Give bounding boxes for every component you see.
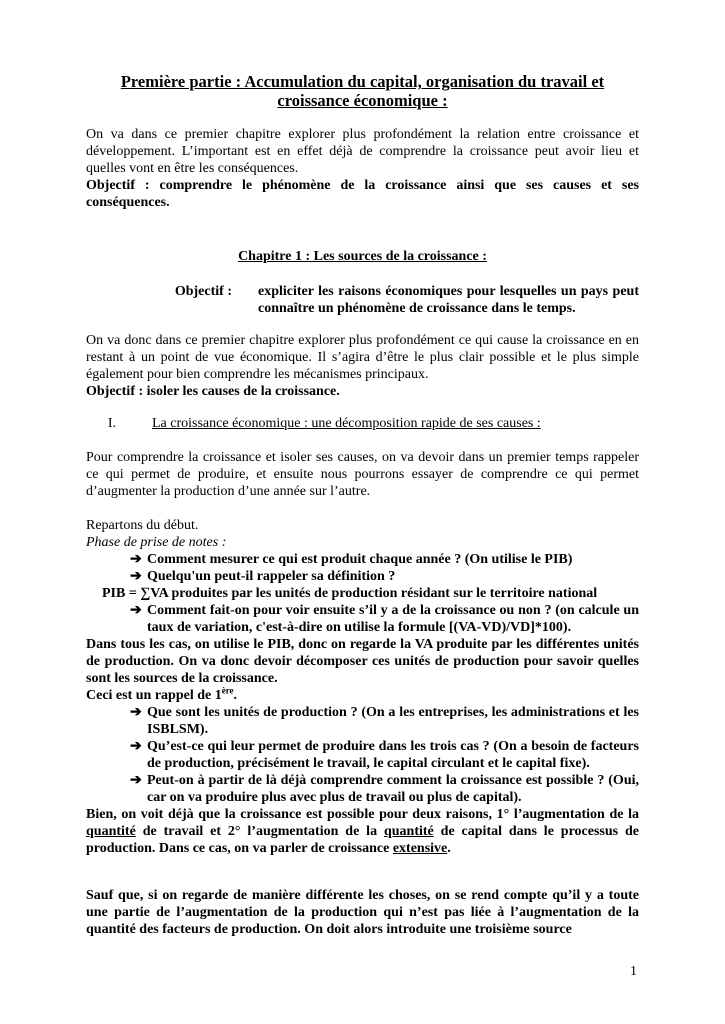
section-intro-block xyxy=(86,449,639,500)
intro-paragraph: On va dans ce premier chapitre explorer plus profondément la relation entre croissance et développement. L’important est en effet déjà de comprendre la croissance peut avoir lieu et quelles vont en être les conséquences. xyxy=(86,127,639,176)
chapter-intro-block xyxy=(86,332,639,400)
conclusion-quantite-2: quantité xyxy=(383,824,434,839)
section-number: I. xyxy=(107,416,116,431)
section-heading-block xyxy=(86,415,639,432)
conclusion-text-1: Bien, on voit déjà que la croissance est possible pour deux raisons, 1° l’augmentation de la xyxy=(86,807,639,822)
intro-block xyxy=(86,126,639,211)
arrow-right-icon: ➔ xyxy=(130,739,142,754)
section-heading xyxy=(86,415,639,432)
reminder-line xyxy=(86,687,639,704)
question-2-text: Quelqu'un peut-il rappeler sa définition ? xyxy=(147,569,396,584)
conclusion-text-3: de capital dans le processus de production. Dans ce cas, on va parler de croissance xyxy=(86,824,639,856)
conclusion-paragraph xyxy=(86,806,639,857)
conclusion-extensive: extensive xyxy=(392,841,448,856)
final-paragraph: Sauf que, si on regarde de manière différente les choses, on se rend compte qu’il y a toute une partie de l’augmentation de la production qui n’est pas liée à l’augmentation de la quantité des facteurs de production. On doit alors introduite une troisième source xyxy=(86,888,639,937)
chapter-intro-paragraph: On va donc dans ce premier chapitre explorer plus profondément ce qui cause la croissance en en restant à un point de vue économique. Il s’agira d’être le plus clair possible et le plus simple également pour bien comprendre les mécanismes principaux. xyxy=(86,333,639,382)
arrow-right-icon: ➔ xyxy=(130,569,142,584)
intro-objective: Objectif : comprendre le phénomène de la croissance ainsi que ses causes et ses conséquences. xyxy=(86,178,639,210)
section-title: La croissance économique : une décomposition rapide de ses causes : xyxy=(152,416,541,431)
question-6-text: Peut-on à partir de là déjà comprendre comment la croissance est possible ? (Oui, car on va produire plus avec plus de travail ou plus de capital). xyxy=(147,773,639,805)
final-block xyxy=(86,887,639,938)
arrow-right-icon: ➔ xyxy=(130,552,142,567)
chapter-title: Chapitre 1 : Les sources de la croissance : xyxy=(238,249,487,264)
question-4-text: Que sont les unités de production ? (On a les entreprises, les administrations et les ISBLSM). xyxy=(147,705,639,737)
arrow-right-icon: ➔ xyxy=(130,603,142,618)
question-1-text: Comment mesurer ce qui est produit chaque année ? (On utilise le PIB) xyxy=(147,552,573,567)
arrow-right-icon: ➔ xyxy=(130,773,142,788)
arrow-right-icon: ➔ xyxy=(130,705,142,720)
question-4 xyxy=(86,704,639,738)
question-2 xyxy=(86,568,639,585)
units-paragraph: Dans tous les cas, on utilise le PIB, donc on regarde la VA produite par les différentes unités de production. On va donc devoir décomposer ces unités de production pour savoir quelles sont les sources de la croissance. xyxy=(86,637,639,686)
pib-definition: PIB = ∑VA produites par les unités de production résidant sur le territoire national xyxy=(102,586,598,601)
question-3-text: Comment fait-on pour voir ensuite s’il y a de la croissance ou non ? (on calcule un taux de variation, c'est-à-dire on utilise la formule [(VA-VD)/VD]*100). xyxy=(147,603,639,635)
page-title: Première partie : Accumulation du capital, organisation du travail et croissance économique : xyxy=(120,72,605,110)
question-5-text: Qu’est-ce qui leur permet de produire dans les trois cas ? (On a besoin de facteurs de production, précisément le travail, le capital circulant et le capital fixe). xyxy=(147,739,639,771)
chapter-objective-text: expliciter les raisons économiques pour lesquelles un pays peut connaître un phénomène de croissance dans le temps. xyxy=(258,284,639,316)
reminder-superscript: ère xyxy=(221,685,234,696)
notes-block xyxy=(86,517,639,857)
conclusion-text-4: . xyxy=(447,841,451,856)
reminder-end: . xyxy=(233,688,238,703)
question-5 xyxy=(86,738,639,772)
question-6 xyxy=(86,772,639,806)
restart-text: Repartons du début. xyxy=(86,518,199,533)
question-1 xyxy=(86,551,639,568)
chapter-objective xyxy=(86,283,639,317)
chapter-objective-label: Objectif : xyxy=(174,284,232,299)
reminder-text: Ceci est un rappel de 1 xyxy=(86,688,222,703)
conclusion-quantite-1: quantité xyxy=(86,824,136,839)
notes-label: Phase de prise de notes : xyxy=(86,535,227,550)
question-3 xyxy=(86,602,639,636)
section-intro-paragraph: Pour comprendre la croissance et isoler ses causes, on va devoir dans un premier temps rappeler ce qui permet de produire, et ensuite nous pourrons essayer de comprendre ce qui permet d’augmenter la production d’une année sur l’autre. xyxy=(86,450,639,499)
page-number: 1 xyxy=(630,964,637,979)
chapter-intro-objective: Objectif : isoler les causes de la croissance. xyxy=(86,384,340,399)
chapter-heading-block xyxy=(86,248,639,265)
conclusion-text-2: de travail et 2° l’augmentation de la xyxy=(135,824,384,839)
chapter-objective-block xyxy=(86,283,639,317)
